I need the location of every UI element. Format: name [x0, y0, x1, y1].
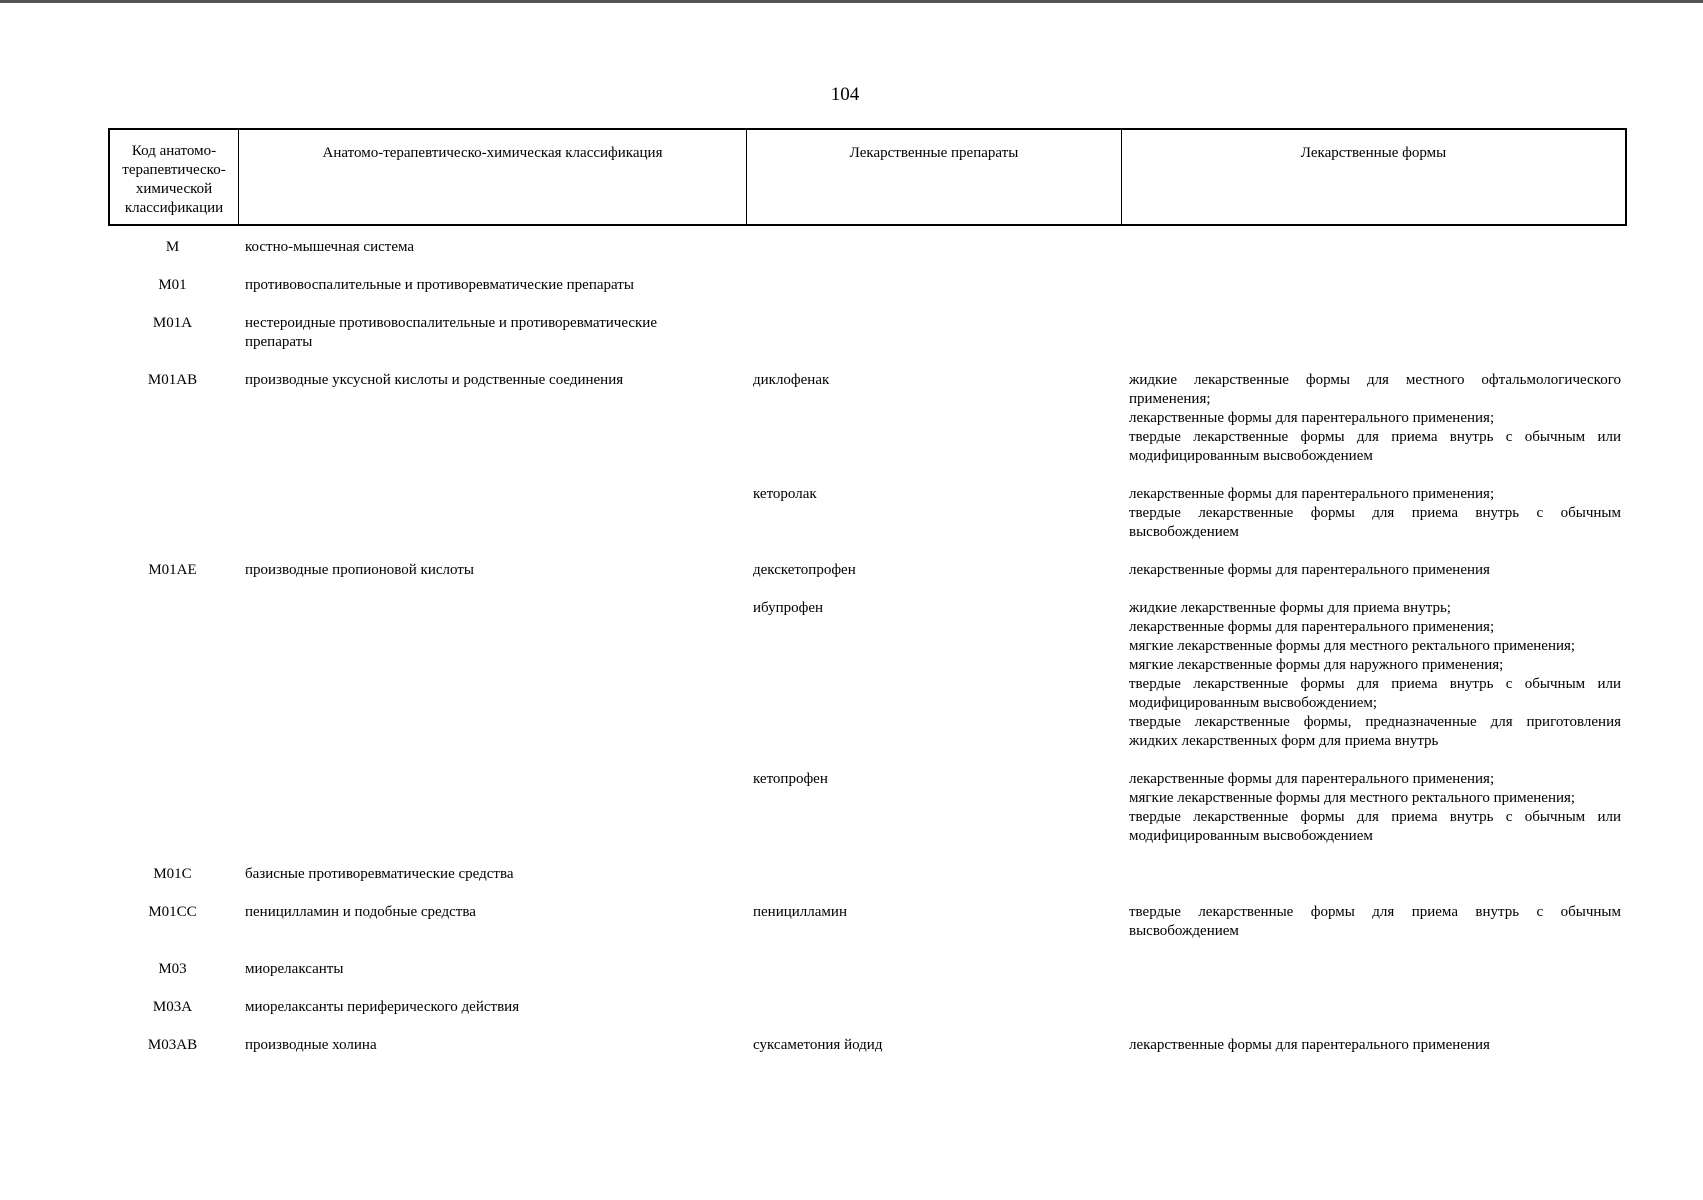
dosage-form-line: мягкие лекарственные формы для наружного применения; — [1129, 657, 1504, 673]
atc-code: M03A — [152, 999, 193, 1015]
dosage-forms — [1120, 561, 1627, 580]
atc-code — [108, 485, 237, 542]
table-row — [108, 998, 1627, 1017]
atc-classification — [237, 770, 745, 846]
dosage-forms — [1120, 903, 1627, 941]
atc-code: M — [165, 239, 180, 255]
dosage-forms — [1120, 314, 1627, 352]
atc-classification: производные уксусной кислоты и родственные соединения — [245, 372, 624, 388]
dosage-form-line: лекарственные формы для парентерального применения — [1129, 1037, 1490, 1053]
atc-classification: производные холина — [245, 1037, 377, 1053]
dosage-form-line: твердые лекарственные формы для приема внутрь с обычным или модифицированным высвобождением; — [1129, 676, 1621, 711]
table-row — [108, 561, 1627, 580]
dosage-form-line: твердые лекарственные формы для приема внутрь с обычным высвобождением — [1129, 904, 1621, 939]
dosage-forms — [1120, 865, 1627, 884]
dosage-forms — [1120, 485, 1627, 542]
drug-name — [745, 238, 1120, 257]
dosage-forms — [1120, 599, 1627, 751]
atc-code: M01 — [158, 277, 187, 293]
dosage-form-line: лекарственные формы для парентерального применения; — [1129, 410, 1495, 426]
drug-name: пеницилламин — [753, 904, 847, 920]
atc-classification: базисные противоревматические средства — [245, 866, 514, 882]
header-code: Код анатомо-терапевтическо-химической классификации — [110, 130, 239, 224]
table-row — [108, 960, 1627, 979]
atc-code — [108, 770, 237, 846]
drug-name: декскетопрофен — [753, 562, 856, 578]
table-row — [108, 314, 1627, 352]
dosage-form-line: лекарственные формы для парентерального применения; — [1129, 619, 1495, 635]
atc-code: M01CC — [148, 904, 197, 920]
dosage-form-line: лекарственные формы для парентерального применения — [1129, 562, 1490, 578]
atc-code: M01AE — [148, 562, 197, 578]
table-row — [108, 1036, 1627, 1055]
atc-code — [108, 599, 237, 751]
atc-classification — [237, 485, 745, 542]
atc-code: M03 — [158, 961, 187, 977]
atc-code: M01AB — [147, 372, 198, 388]
dosage-forms — [1120, 276, 1627, 295]
table-header — [108, 128, 1627, 226]
table-row — [108, 865, 1627, 884]
atc-classification: нестероидные противовоспалительные и противоревматические препараты — [245, 315, 657, 350]
table-row — [108, 371, 1627, 466]
drug-name — [745, 960, 1120, 979]
dosage-form-line: твердые лекарственные формы для приема внутрь с обычным высвобождением — [1129, 505, 1621, 540]
table-row — [108, 770, 1627, 846]
table-row — [108, 903, 1627, 941]
atc-classification: миорелаксанты периферического действия — [245, 999, 520, 1015]
drug-name — [745, 865, 1120, 884]
drug-name — [745, 314, 1120, 352]
dosage-forms — [1120, 371, 1627, 466]
dosage-forms — [1120, 770, 1627, 846]
dosage-forms — [1120, 998, 1627, 1017]
header-drugs: Лекарственные препараты — [747, 130, 1122, 224]
dosage-forms — [1120, 1036, 1627, 1055]
table-row — [108, 238, 1627, 257]
dosage-form-line: твердые лекарственные формы для приема внутрь с обычным или модифицированным высвобождением — [1129, 429, 1621, 464]
dosage-form-line: лекарственные формы для парентерального применения; — [1129, 486, 1495, 502]
drug-name — [745, 998, 1120, 1017]
table-row — [108, 599, 1627, 751]
drug-name: ибупрофен — [753, 600, 824, 616]
atc-classification: пеницилламин и подобные средства — [245, 904, 476, 920]
dosage-forms — [1120, 960, 1627, 979]
page-number: 104 — [830, 84, 860, 105]
scan-top-edge — [0, 0, 1703, 3]
drug-name: суксаметония йодид — [753, 1037, 883, 1053]
dosage-form-line: твердые лекарственные формы для приема внутрь с обычным или модифицированным высвобождением — [1129, 809, 1621, 844]
atc-code: M01A — [152, 315, 193, 331]
atc-code: M03AB — [147, 1037, 198, 1053]
drug-name: кетопрофен — [753, 771, 828, 787]
dosage-form-line: жидкие лекарственные формы для местного офтальмологического применения; — [1129, 372, 1621, 407]
drug-name: кеторолак — [753, 486, 817, 502]
dosage-form-line: мягкие лекарственные формы для местного ректального применения; — [1129, 638, 1576, 654]
dosage-form-line: жидкие лекарственные формы для приема внутрь; — [1129, 600, 1451, 616]
dosage-form-line: твердые лекарственные формы, предназначенные для приготовления жидких лекарственных форм для приема внутрь — [1129, 714, 1621, 749]
table-row — [108, 485, 1627, 542]
dosage-form-line: мягкие лекарственные формы для местного ректального применения; — [1129, 790, 1576, 806]
atc-classification — [237, 599, 745, 751]
atc-classification: костно-мышечная система — [245, 239, 415, 255]
atc-code: M01C — [153, 866, 192, 882]
header-classification: Анатомо-терапевтическо-химическая классификация — [239, 130, 747, 224]
atc-classification: миорелаксанты — [245, 961, 344, 977]
atc-classification: противовоспалительные и противоревматические препараты — [245, 277, 634, 293]
drug-name — [745, 276, 1120, 295]
table-row — [108, 276, 1627, 295]
dosage-forms — [1120, 238, 1627, 257]
header-forms: Лекарственные формы — [1300, 145, 1447, 161]
atc-classification: производные пропионовой кислоты — [245, 562, 474, 578]
dosage-form-line: лекарственные формы для парентерального применения; — [1129, 771, 1495, 787]
table-body — [108, 226, 1627, 1055]
drug-name: диклофенак — [753, 372, 830, 388]
